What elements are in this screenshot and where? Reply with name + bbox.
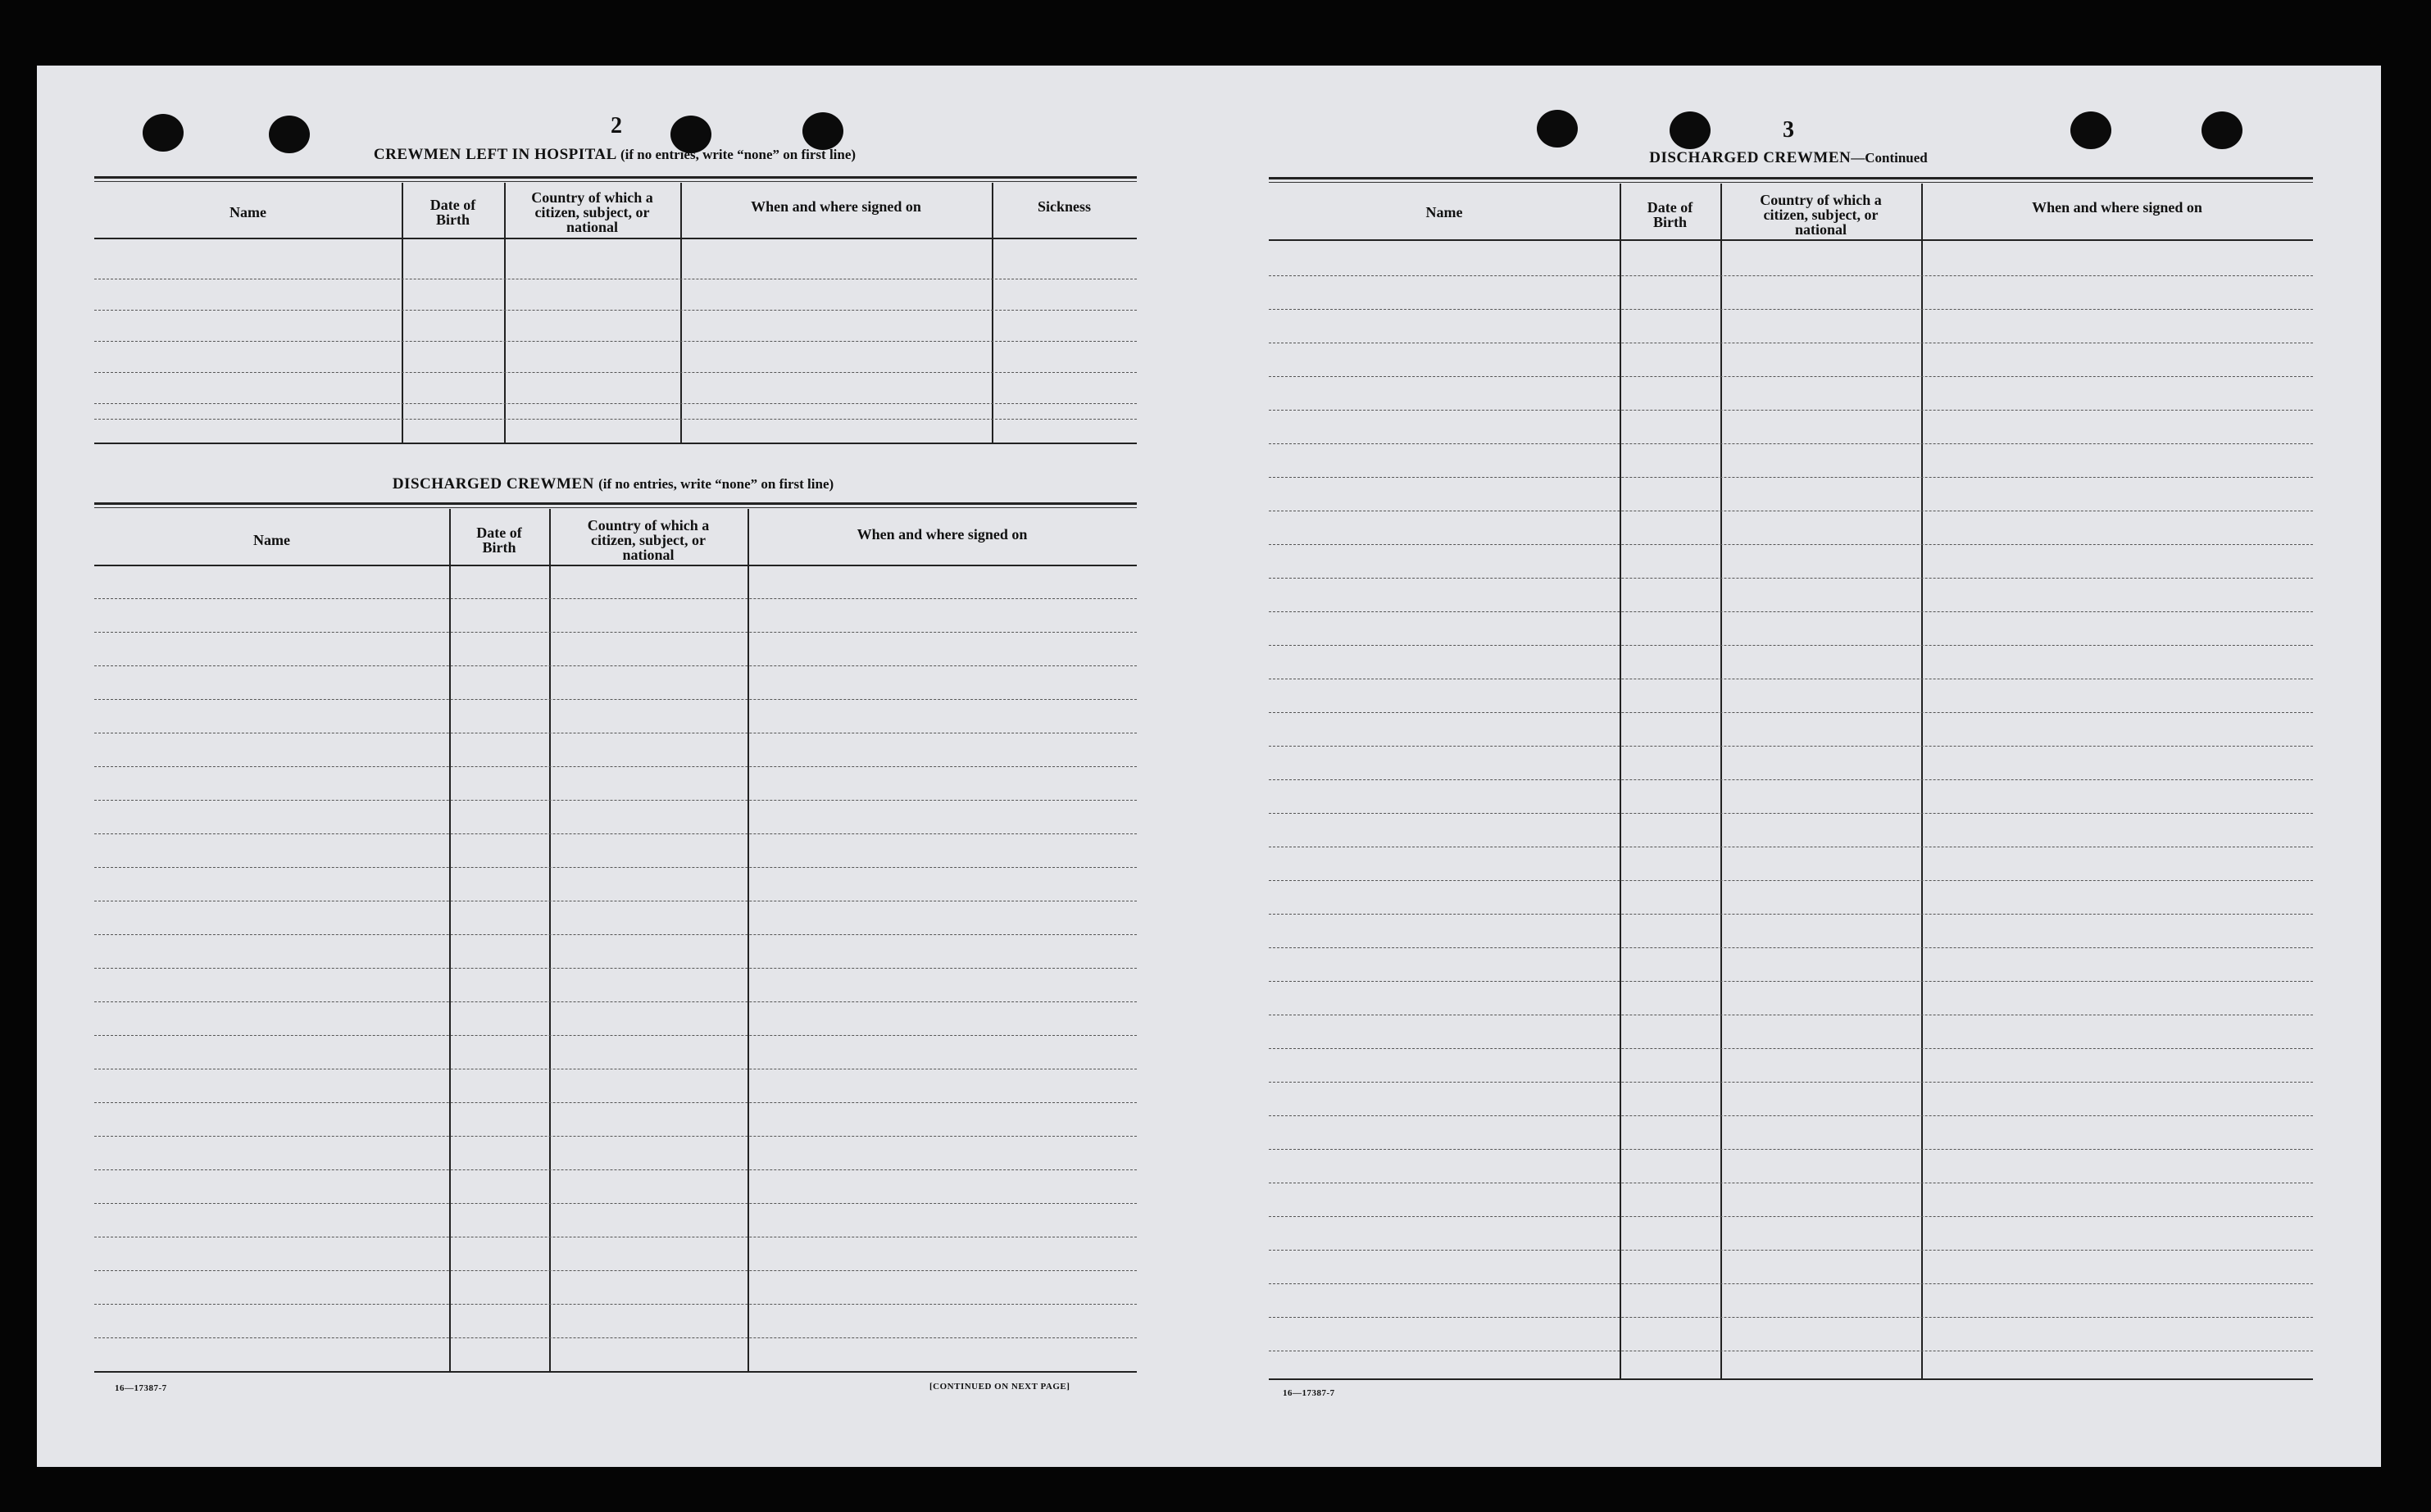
entry-row-line	[1269, 410, 2313, 411]
entry-row-line	[1269, 880, 2313, 881]
entry-row-line	[94, 598, 1137, 599]
section-title-discharged	[393, 475, 834, 493]
section-subtitle: (if no entries, write “none” on first line)	[620, 147, 857, 162]
punch-hole	[269, 116, 310, 153]
page-number: 2	[611, 113, 622, 138]
column-header: Country of which a citizen, subject, or national	[1760, 192, 1882, 238]
column-header: Date of Birth	[429, 197, 476, 228]
column-header: Sickness	[1037, 198, 1092, 215]
entry-row-line	[1269, 309, 2313, 310]
column-header: Date of Birth	[476, 524, 522, 556]
entry-row-line	[94, 1169, 1137, 1170]
form-number: 16—17387-7	[1283, 1388, 1335, 1398]
entry-row-line	[1269, 1317, 2313, 1318]
column-header: Name	[253, 532, 290, 548]
entry-row-line	[1269, 443, 2313, 444]
entry-row-line	[94, 1270, 1137, 1271]
entry-row-line	[94, 867, 1137, 868]
entry-row-line	[94, 1035, 1137, 1036]
entry-row-line	[1269, 746, 2313, 747]
entry-row-line	[94, 1203, 1137, 1204]
column-header: Country of which a citizen, subject, or national	[587, 517, 710, 563]
entry-row-line	[1269, 645, 2313, 646]
section-title-hospital	[374, 146, 856, 164]
entry-row-line	[1269, 947, 2313, 948]
column-header: Date of Birth	[1647, 199, 1693, 230]
entry-row-line	[1269, 611, 2313, 612]
entry-row-line	[94, 1001, 1137, 1002]
entry-row-line	[1269, 1082, 2313, 1083]
entry-row-line	[1269, 1149, 2313, 1150]
column-header: When and where signed on	[2032, 199, 2202, 216]
section-subtitle: —Continued	[1851, 150, 1928, 166]
entry-row-line	[1269, 1250, 2313, 1251]
entry-row-line	[1269, 1048, 2313, 1049]
discharged-table	[94, 502, 1137, 1375]
entry-row-line	[94, 1337, 1137, 1338]
column-header: Name	[1425, 204, 1463, 220]
entry-row-line	[94, 1102, 1137, 1103]
entry-row-line	[94, 800, 1137, 801]
entry-row-line	[1269, 376, 2313, 377]
entry-row-line	[94, 833, 1137, 834]
column-header: Name	[229, 204, 266, 220]
section-subtitle: (if no entries, write “none” on first line)	[598, 476, 834, 492]
punch-hole	[1537, 110, 1578, 148]
entry-row-line	[1269, 779, 2313, 780]
column-header: Country of which a citizen, subject, or national	[531, 189, 653, 235]
column-header: When and where signed on	[751, 198, 921, 215]
entry-row-line	[1269, 1216, 2313, 1217]
entry-row-line	[1269, 914, 2313, 915]
entry-row-line	[1269, 275, 2313, 276]
entry-row-line	[94, 934, 1137, 935]
punch-hole	[1670, 111, 1711, 149]
entry-row-line	[94, 1136, 1137, 1137]
hospital-table	[94, 176, 1137, 449]
punch-hole	[143, 114, 184, 152]
punch-hole	[2202, 111, 2242, 149]
entry-row-line	[1269, 712, 2313, 713]
entry-row-line	[1269, 544, 2313, 545]
entry-row-line	[1269, 477, 2313, 478]
section-title-text: DISCHARGED CREWMEN	[1649, 149, 1852, 166]
entry-row-line	[1269, 1283, 2313, 1284]
section-title-text: DISCHARGED CREWMEN	[392, 475, 594, 493]
entry-row-line	[1269, 1115, 2313, 1116]
entry-row-line	[94, 1304, 1137, 1305]
punch-hole	[2070, 111, 2111, 149]
section-title-discharged-continued	[1649, 149, 1928, 167]
column-header: When and where signed on	[857, 526, 1028, 543]
entry-row-line	[1269, 578, 2313, 579]
form-number: 16—17387-7	[115, 1383, 167, 1393]
entry-row-line	[94, 699, 1137, 700]
section-title-text: CREWMEN LEFT IN HOSPITAL	[373, 146, 616, 163]
entry-row-line	[1269, 813, 2313, 814]
entry-row-line	[1269, 981, 2313, 982]
page-number: 3	[1783, 117, 1794, 143]
punch-hole	[802, 112, 843, 150]
entry-row-line	[94, 968, 1137, 969]
entry-row-line	[94, 632, 1137, 633]
entry-row-line	[94, 766, 1137, 767]
continued-note: [CONTINUED ON NEXT PAGE]	[929, 1382, 1070, 1392]
discharged-continued-table	[1269, 177, 2313, 1378]
entry-row-line	[94, 665, 1137, 666]
